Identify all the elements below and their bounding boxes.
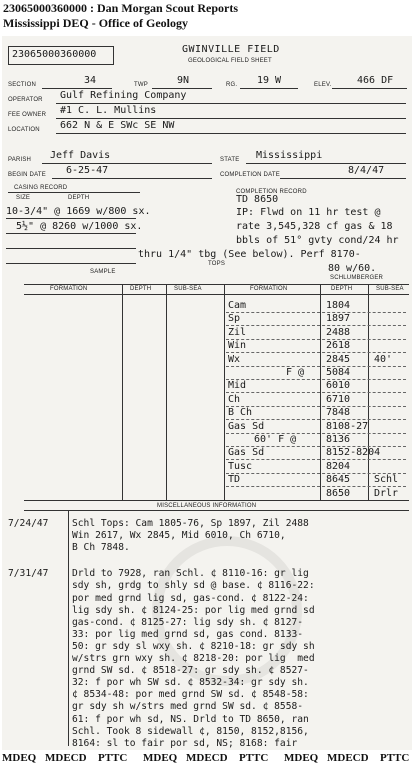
begin-date-value: 6-25-47 (66, 165, 109, 176)
tops-note: Schl (374, 474, 399, 486)
parish-label: PARISH (8, 157, 32, 163)
misc-line: Win 2617, Wx 2845, Mid 6010, Ch 6710, (72, 530, 286, 542)
begin-date-label: BEGIN DATE (8, 172, 46, 178)
subsea-header-1: SUB-SEA (174, 286, 202, 292)
sheet-title: GEOLOGICAL FIELD SHEET (188, 58, 272, 64)
completion-date-value: 8/4/47 (348, 165, 385, 176)
tops-note: 40' (374, 353, 393, 365)
state-label: STATE (220, 157, 240, 163)
misc-line: Schl Tops: Cam 1805-76, Sp 1897, Zil 2488 (72, 518, 309, 529)
twp-value: 9N (177, 75, 190, 86)
schlumberger-label: SCHLUMBERGER (330, 275, 384, 281)
fee-owner-label: FEE OWNER (8, 112, 47, 118)
footer-label: MDECD (186, 752, 228, 764)
casing-line-2: 5½" @ 8260 w/1000 sx. (16, 221, 143, 232)
depth-label: DEPTH (68, 195, 90, 201)
location-label: LOCATION (8, 127, 40, 133)
tops-depth: 8108-27 (326, 420, 369, 432)
tops-depth: 7848 (326, 407, 351, 419)
misc-date: 7/31/47 (8, 568, 49, 580)
tops-depth: 6010 (326, 380, 351, 392)
tops-depth: 8204 (326, 460, 351, 472)
footer-label: PTTC (239, 752, 269, 764)
casing-record-label: CASING RECORD (14, 185, 68, 191)
api-number: 23065000360000 (12, 49, 97, 60)
tops-depth: 8650 (326, 487, 351, 499)
completion-record-label: COMPLETION RECORD (236, 189, 307, 195)
tops-formation: Tusc (228, 460, 253, 472)
rg-label: RG. (226, 82, 238, 88)
size-label: SIZE (16, 195, 31, 201)
misc-line: grnd SW sd. ¢ 8518-27: gr sdy sh. ¢ 8527- (72, 665, 309, 677)
formation-header-1: FORMATION (50, 286, 88, 292)
tops-formation: F @ (286, 367, 305, 378)
misc-line: por med grnd lig sd, gas-cond. ¢ 8122-24: (72, 592, 309, 604)
field-name: GWINVILLE FIELD (182, 44, 280, 55)
casing-line-1: 10-3/4" @ 1669 w/800 sx. (6, 206, 151, 217)
tops-depth: 2618 (326, 340, 351, 352)
misc-line: B Ch 7848. (72, 542, 130, 554)
footer-label: PTTC (380, 752, 410, 764)
footer-label: MDEQ (284, 752, 319, 764)
footer-label: MDEQ (143, 752, 178, 764)
tops-depth: 2488 (326, 326, 351, 338)
tops-label: TOPS (208, 261, 226, 267)
tops-formation: Mid (228, 380, 247, 392)
section-label: SECTION (8, 82, 37, 88)
completion-line-2: rate 3,545,328 cf gas & 18 (236, 221, 393, 232)
footer-label: MDECD (327, 752, 369, 764)
footer-label: PTTC (98, 752, 128, 764)
misc-header: MISCELLANEOUS INFORMATION (157, 503, 257, 509)
tops-formation: Gas Sd (228, 420, 265, 432)
misc-line: 8164: sl to fair por sd, NS; 8168: fair (72, 737, 298, 749)
twp-label: TWP (134, 82, 148, 88)
tops-depth: 8152-8204 (326, 447, 381, 459)
misc-line: 61: f por wh sd, NS. Drld to TD 8650, ran (72, 713, 309, 725)
report-title: 23065000360000 : Dan Morgan Scout Reports (3, 1, 238, 15)
misc-line: Drld to 7928, ran Schl. ¢ 8110-16: gr lig (72, 568, 309, 580)
tops-depth: 5084 (326, 367, 351, 378)
subsea-header-2: SUB-SEA (376, 286, 404, 292)
footer-label: MDECD (45, 752, 87, 764)
completion-line-5: 80 w/60. (328, 263, 377, 274)
misc-date: 7/24/47 (8, 518, 49, 529)
tops-formation: Zil (228, 326, 247, 338)
tops-formation: Cam (228, 300, 247, 311)
tops-formation: Wx (228, 353, 241, 365)
tops-depth: 8136 (326, 434, 351, 445)
elev-value: 466 DF (357, 75, 394, 86)
state-value: Mississippi (256, 150, 323, 161)
location-value: 662 N & E SWc SE NW (60, 120, 175, 131)
footer-label: MDEQ (2, 752, 37, 764)
depth-header-2: DEPTH (331, 286, 353, 292)
tops-note: Drlr (374, 487, 399, 499)
completion-line-3: bbls of 51° gvty cond/24 hr (236, 235, 399, 246)
tops-depth: 8645 (326, 474, 351, 486)
misc-line: w/strs grn wxy sh. ¢ 8218-20: por lig med (72, 653, 315, 664)
section-value: 34 (84, 75, 97, 86)
tops-formation: 60' F @ (254, 434, 297, 445)
tops-formation: Win (228, 340, 247, 352)
misc-line: 32: f por wh SW sd. ¢ 8532-34: gr sdy sh. (72, 677, 309, 689)
misc-line: 50: gr sdy sl wxy sh. ¢ 8210-18: gr sdy sh (72, 640, 315, 652)
tops-formation: Sp (228, 313, 241, 325)
tops-formation: Ch (228, 393, 241, 405)
misc-line: 33: por lig med grnd sd, gas cond. 8133- (72, 628, 304, 640)
misc-line: ¢ 8534-48: por med grnd SW sd. ¢ 8548-58: (72, 689, 309, 701)
misc-line: gas-cond. ¢ 8125-27: lig sdy sh. ¢ 8127- (72, 616, 304, 628)
operator-label: OPERATOR (8, 97, 43, 103)
misc-line: Schl. Took 8 sidewall ¢, 8150, 8152,8156, (72, 725, 309, 737)
tops-depth: 1804 (326, 300, 351, 311)
tops-depth: 2845 (326, 353, 351, 365)
formation-header-2: FORMATION (250, 286, 288, 292)
completion-line-1: IP: Flwd on 11 hr test @ (236, 207, 381, 218)
operator-value: Gulf Refining Company (60, 90, 187, 101)
completion-date-label: COMPLETION DATE (220, 172, 280, 178)
completion-line-4: thru 1/4" tbg (See below). Perf 8170- (138, 249, 361, 260)
elev-label: ELEV. (314, 82, 332, 88)
depth-header-1: DEPTH (130, 286, 152, 292)
tops-formation: TD (228, 474, 241, 486)
tops-depth: 6710 (326, 393, 351, 405)
scout-card (2, 36, 412, 750)
tops-depth: 1897 (326, 313, 351, 325)
misc-line: sdy sh, grdg to shly sd @ base. ¢ 8116-22: (72, 580, 315, 592)
parish-value: Jeff Davis (50, 150, 111, 161)
misc-line: lig sdy sh. ¢ 8124-25: por lig med grnd sd (72, 604, 315, 616)
tops-formation: Gas Sd (228, 447, 265, 459)
misc-line: gr sdy sh w/strs med grnd SW sd. ¢ 8558- (72, 701, 304, 713)
fee-owner-value: #1 C. L. Mullins (60, 105, 157, 116)
td-value: TD 8650 (236, 194, 279, 205)
report-subtitle: Mississippi DEQ - Office of Geology (3, 16, 188, 30)
sample-label: SAMPLE (90, 269, 116, 275)
tops-formation: B Ch (228, 407, 253, 419)
rg-value: 19 W (257, 75, 282, 86)
